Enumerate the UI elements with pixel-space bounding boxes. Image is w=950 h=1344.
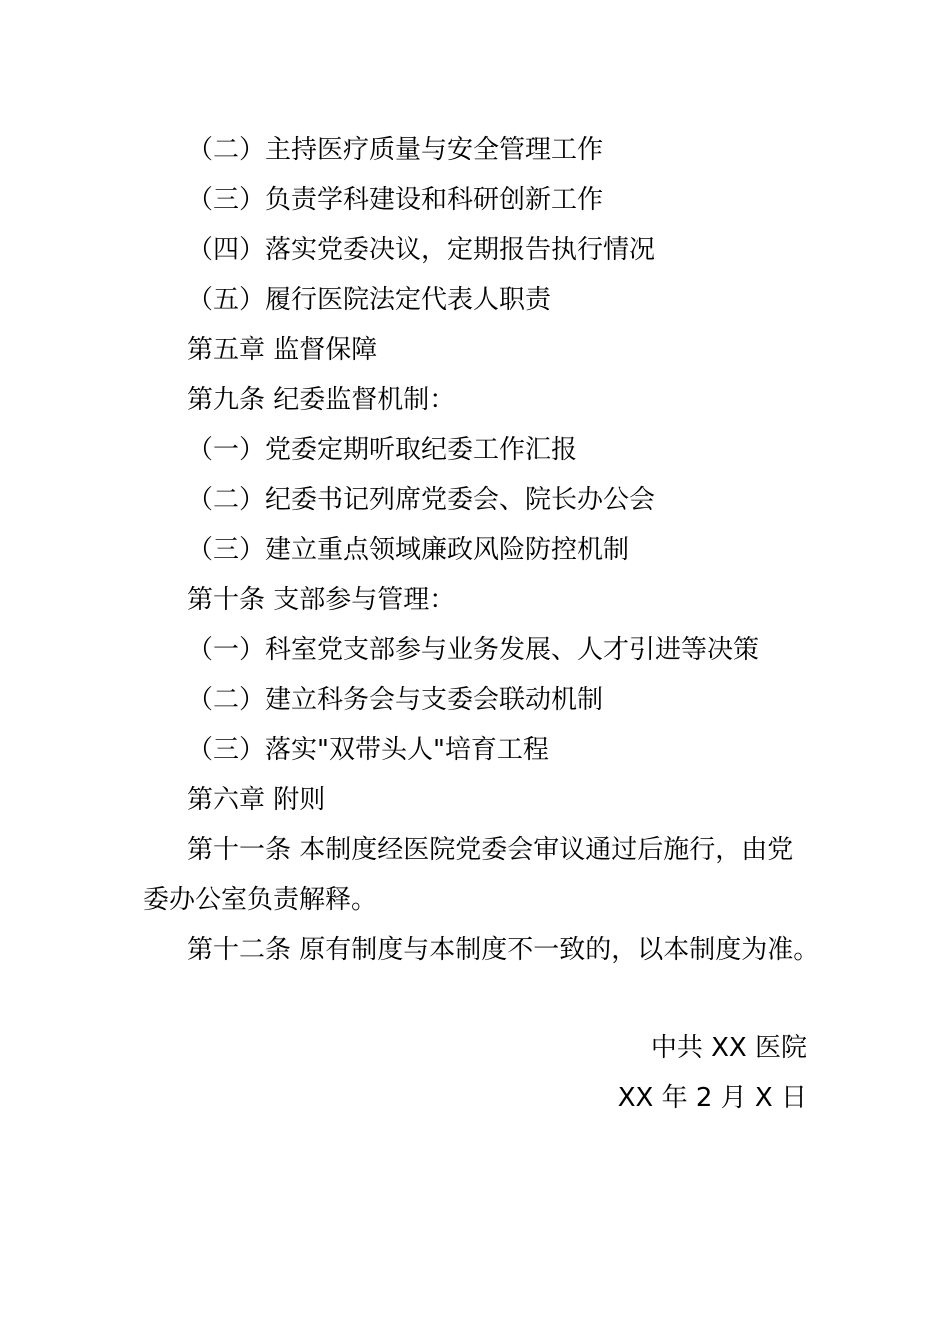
list-item: （五）履行医院法定代表人职责 bbox=[187, 285, 552, 315]
article-text: 第十一条 本制度经医院党委会审议通过后施行，由党 bbox=[187, 835, 794, 865]
list-item: （一）党委定期听取纪委工作汇报 bbox=[187, 435, 578, 465]
chapter-heading: 第六章 附则 bbox=[187, 785, 326, 815]
list-item: （二）主持医疗质量与安全管理工作 bbox=[187, 135, 604, 165]
chapter-heading: 第五章 监督保障 bbox=[187, 335, 378, 365]
list-item: （二）纪委书记列席党委会、院长办公会 bbox=[187, 485, 656, 515]
list-item: （三）负责学科建设和科研创新工作 bbox=[187, 185, 604, 215]
article-text-continuation: 委办公室负责解释。 bbox=[143, 885, 378, 915]
list-item: （三）落实"双带头人"培育工程 bbox=[187, 735, 549, 765]
signature-organization: 中共 XX 医院 bbox=[650, 1033, 807, 1063]
list-item: （一）科室党支部参与业务发展、人才引进等决策 bbox=[187, 635, 760, 665]
list-item: （二）建立科务会与支委会联动机制 bbox=[187, 685, 604, 715]
list-item: （三）建立重点领域廉政风险防控机制 bbox=[187, 535, 630, 565]
list-item: （四）落实党委决议，定期报告执行情况 bbox=[187, 235, 656, 265]
article-heading: 第九条 纪委监督机制： bbox=[187, 385, 456, 415]
article-text: 第十二条 原有制度与本制度不一致的，以本制度为准。 bbox=[187, 935, 820, 965]
article-heading: 第十条 支部参与管理： bbox=[187, 585, 456, 615]
signature-date: XX 年 2 月 X 日 bbox=[617, 1083, 807, 1113]
